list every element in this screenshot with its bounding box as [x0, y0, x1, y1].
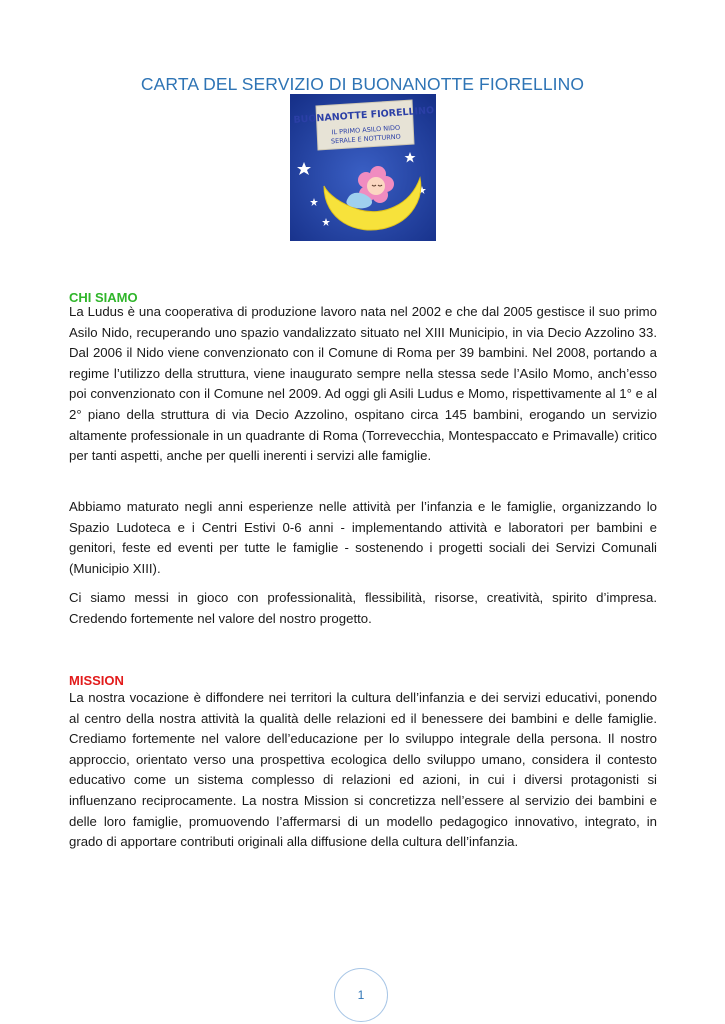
- document-title: CARTA DEL SERVIZIO DI BUONANOTTE FIORELLINO: [140, 73, 585, 94]
- mission-paragraph-1: La nostra vocazione è diffondere nei territori la cultura dell’infanzia e dei servizi educativi, ponendo al centro della nostra attività la qualità delle relazioni ed il benessere dei bambini e delle famiglie. Crediamo fortemente nel valore dell’educazione per lo sviluppo integrale della persona. Il nostro approccio, orientato verso una prospettiva ecologica dello sviluppo umano, considera il contesto educativo come un sistema complesso di relazioni ed azioni, in cui i diversi protagonisti si influenzano reciprocamente. La nostra Mission si concretizza nell’essere al servizio dei bambini e delle loro famiglie, promuovendo l’affermarsi di un modello pedagogico innovativo, integrato, in grado di apportare contributi originali alla diffusione della cultura dell’infanzia.: [69, 690, 657, 850]
- chi-siamo-paragraph-1: La Ludus è una cooperativa di produzione lavoro nata nel 2002 e che dal 2005 gestisce il suo primo Asilo Nido, recuperando uno spazio vandalizzato situato nel XIII Municipio, in via Decio Azzolino 33. Dal 2006 il Nido viene convenzionato con il Comune di Roma per 39 bambini. Nel 2008, portando a regime l’utilizzo della struttura, viene inaugurato sempre nella stessa sede l’Asilo Momo, anch’esso poi convenzionato con il Comune nel 2009. Ad oggi gli Asili Ludus e Momo, rispettivamente al 1° e al 2° piano della struttura di via Decio Azzolino, ospitano circa 145 bambini, erogando un servizio altamente professionale in un quadrante di Roma (Torrevecchia, Montespaccato e Primavalle) critico per tanti aspetti, anche per quelli inerenti i servizi alle famiglie.: [69, 304, 657, 464]
- logo-line-1: BUONANOTTE FIORELLINO: [293, 105, 435, 126]
- logo-line-2: IL PRIMO ASILO NIDO: [331, 123, 401, 137]
- section-heading-mission: MISSION: [69, 672, 124, 688]
- chi-siamo-paragraph-2: Abbiamo maturato negli anni esperienze nelle attività per l’infanzia e le famiglie, organizzando lo Spazio Ludoteca e i Centri Estivi 0-6 anni - implementando attività e laboratori per bambini e genitori, feste ed eventi per tutte le famiglie - sostenendo i progetti sociali dei Servizi Comunali (Municipio XIII).: [69, 499, 657, 576]
- logo-line-3: SERALE E NOTTURNO: [330, 132, 402, 146]
- buonanotte-fiorellino-logo: [290, 94, 436, 241]
- section-heading-chi-siamo: CHI SIAMO: [69, 289, 138, 305]
- page-number: 1: [334, 968, 388, 1022]
- chi-siamo-paragraph-3: Ci siamo messi in gioco con professionalità, flessibilità, risorse, creatività, spirito d’impresa. Credendo fortemente nel valore del nostro progetto.: [69, 590, 657, 626]
